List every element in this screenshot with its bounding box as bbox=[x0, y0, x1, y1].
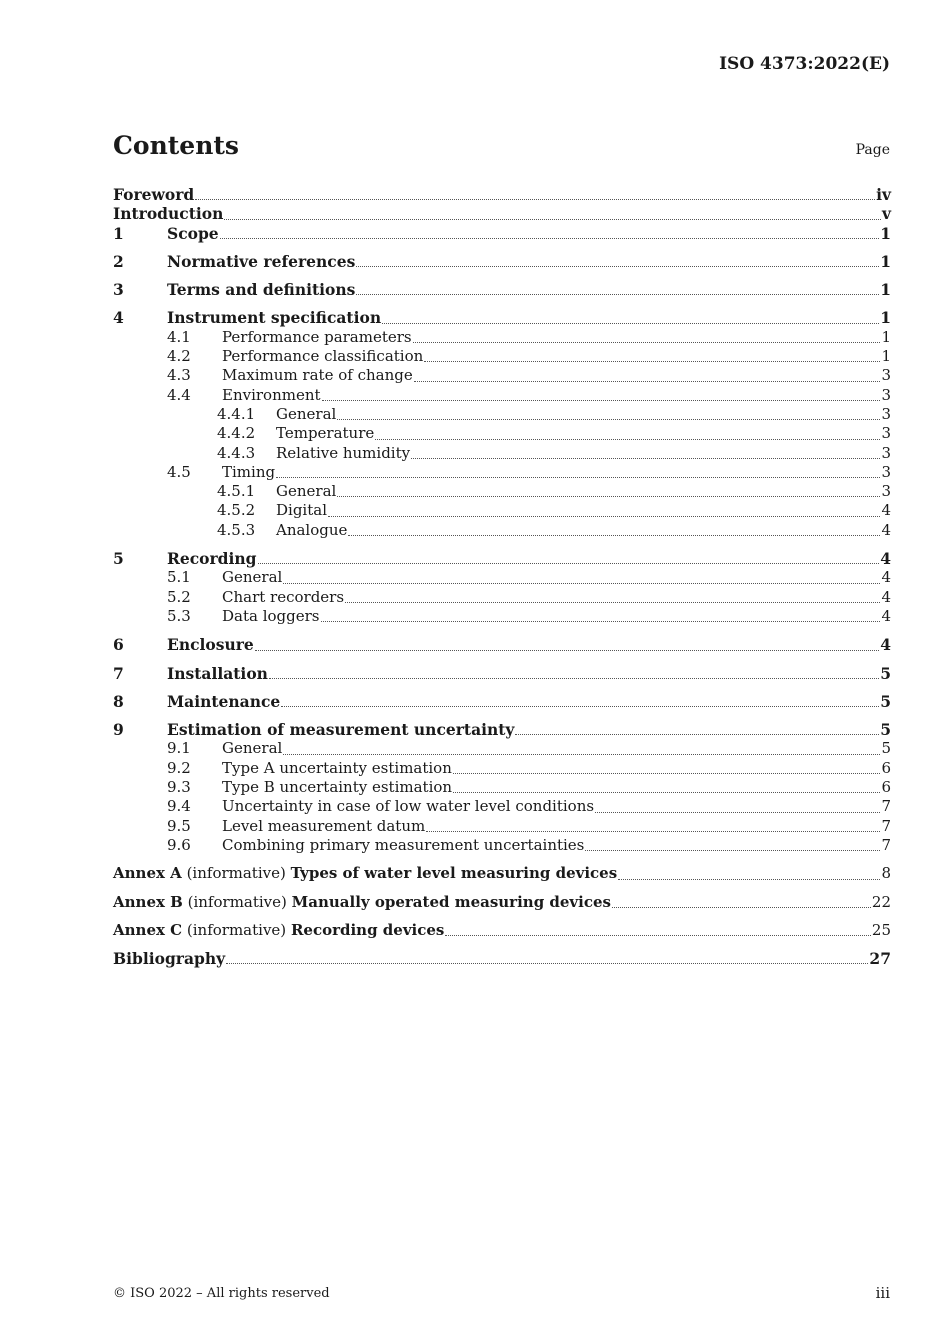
toc-entry-title bbox=[113, 864, 617, 883]
toc-entry-number: 9.6 bbox=[167, 835, 191, 854]
toc-entry-page: 4 bbox=[880, 549, 891, 569]
contents-heading: Contents bbox=[113, 131, 240, 160]
toc-entry-title: Installation bbox=[167, 663, 268, 683]
toc-entry[interactable] bbox=[113, 280, 891, 299]
toc-entry[interactable] bbox=[113, 921, 891, 940]
dot-leader bbox=[283, 753, 880, 755]
toc-entry-title: Uncertainty in case of low water level conditions bbox=[222, 797, 595, 816]
annex-label: Annex C bbox=[113, 920, 183, 939]
dot-leader bbox=[337, 495, 880, 497]
toc-entry-title: Estimation of measurement uncertainty bbox=[167, 720, 515, 740]
toc-entry[interactable] bbox=[113, 664, 891, 683]
dot-leader bbox=[337, 418, 880, 420]
toc-entry-page: 3 bbox=[881, 404, 891, 423]
toc-entry-page: 4 bbox=[881, 501, 891, 520]
dot-leader bbox=[375, 438, 880, 440]
dot-leader bbox=[195, 198, 875, 200]
dot-leader bbox=[414, 380, 881, 382]
toc-entry-page: 5 bbox=[880, 663, 891, 683]
toc-entry-title: Scope bbox=[167, 223, 219, 243]
annex-title: Recording devices bbox=[290, 920, 445, 939]
dot-leader bbox=[411, 457, 880, 459]
page-number: iii bbox=[875, 1284, 890, 1302]
toc-entry-page: 5 bbox=[881, 739, 891, 758]
toc-entry-title: Maintenance bbox=[167, 691, 281, 711]
toc-entry-number: 5.2 bbox=[167, 587, 191, 606]
page-column-label: Page bbox=[855, 142, 890, 158]
toc-entry-number: 4.5 bbox=[167, 462, 191, 481]
toc-entry-title: Terms and definitions bbox=[167, 280, 356, 300]
dot-leader bbox=[595, 811, 880, 813]
toc-entry[interactable] bbox=[113, 386, 891, 405]
dot-leader bbox=[269, 677, 879, 679]
toc-entry[interactable] bbox=[113, 405, 891, 424]
dot-leader bbox=[276, 476, 880, 478]
toc-entry-page: 1 bbox=[881, 327, 891, 346]
toc-entry-page: 3 bbox=[881, 424, 891, 443]
toc-entry-title: General bbox=[276, 482, 337, 501]
toc-entry-number: 9.4 bbox=[167, 797, 191, 816]
dot-leader bbox=[612, 906, 871, 908]
dot-leader bbox=[618, 878, 880, 880]
dot-leader bbox=[585, 849, 880, 851]
toc-entry-page: 4 bbox=[880, 635, 891, 655]
toc-entry-page: v bbox=[881, 204, 891, 224]
dot-leader bbox=[255, 649, 879, 651]
toc-entry[interactable] bbox=[113, 893, 891, 912]
toc-entry-number: 4.3 bbox=[167, 366, 191, 385]
toc-entry[interactable] bbox=[113, 366, 891, 385]
toc-entry-title bbox=[113, 921, 444, 940]
toc-entry-page: 6 bbox=[881, 778, 891, 797]
toc-entry-number: 2 bbox=[113, 251, 124, 271]
toc-entry-number: 9.3 bbox=[167, 778, 191, 797]
toc-entry[interactable] bbox=[113, 444, 891, 463]
toc-entry-number: 4.4 bbox=[167, 385, 191, 404]
toc-entry-title: Enclosure bbox=[167, 635, 254, 655]
toc-entry-number: 4.4.1 bbox=[217, 404, 256, 423]
toc-entry-number: 9.2 bbox=[167, 758, 191, 777]
toc-entry-number: 4.5.3 bbox=[217, 520, 256, 539]
annex-title: Types of water level measuring devices bbox=[290, 864, 618, 883]
toc-entry-page: 22 bbox=[871, 892, 891, 911]
dot-leader bbox=[453, 772, 881, 774]
toc-entry-page: 5 bbox=[880, 691, 891, 711]
annex-informative: (informative) bbox=[186, 864, 286, 883]
toc-entry[interactable] bbox=[113, 797, 891, 816]
toc-entry-title: Performance classification bbox=[222, 347, 424, 366]
toc-entry-page: 7 bbox=[881, 816, 891, 835]
toc-entry-number: 4.4.2 bbox=[217, 424, 256, 443]
toc-entry[interactable] bbox=[113, 482, 891, 501]
toc-entry-number: 4.4.3 bbox=[217, 443, 256, 462]
toc-entry-page: 3 bbox=[881, 443, 891, 462]
toc-entry-title: Analogue bbox=[276, 520, 348, 539]
toc-entry-title: Foreword bbox=[113, 185, 195, 204]
toc-entry[interactable] bbox=[113, 759, 891, 778]
toc-entry-title: Bibliography bbox=[113, 949, 226, 969]
toc-entry-title: General bbox=[276, 404, 337, 423]
toc-entry[interactable] bbox=[113, 836, 891, 855]
toc-entry[interactable] bbox=[113, 501, 891, 520]
annex-title: Manually operated measuring devices bbox=[291, 892, 611, 911]
toc-entry-title bbox=[113, 893, 611, 912]
dot-leader bbox=[226, 962, 868, 964]
toc-entry-title: Relative humidity bbox=[276, 443, 411, 462]
toc-entry[interactable] bbox=[113, 692, 891, 711]
toc-entry[interactable] bbox=[113, 328, 891, 347]
toc-entry-page: iv bbox=[876, 185, 891, 204]
dot-leader bbox=[426, 830, 880, 832]
toc-entry-page: 4 bbox=[881, 568, 891, 587]
toc-entry-title: Introduction bbox=[113, 204, 224, 224]
dot-leader bbox=[322, 399, 881, 401]
toc-entry[interactable] bbox=[113, 817, 891, 836]
toc-entry[interactable] bbox=[113, 347, 891, 366]
toc-entry-title: Type A uncertainty estimation bbox=[222, 758, 452, 777]
toc-entry-page: 4 bbox=[881, 587, 891, 606]
toc-entry-title: Environment bbox=[222, 385, 321, 404]
toc-entry[interactable] bbox=[113, 549, 891, 568]
toc-entry-title: Digital bbox=[276, 501, 327, 520]
toc-entry-number: 9.5 bbox=[167, 816, 191, 835]
toc-entry[interactable] bbox=[113, 635, 891, 654]
toc-entry-page: 8 bbox=[881, 864, 891, 883]
dot-leader bbox=[348, 534, 880, 536]
toc-entry-page: 27 bbox=[869, 949, 891, 969]
toc-entry[interactable] bbox=[113, 607, 891, 626]
dot-leader bbox=[283, 582, 880, 584]
toc-entry-title: Recording bbox=[167, 549, 257, 569]
dot-leader bbox=[356, 265, 879, 267]
toc-entry-page: 3 bbox=[881, 482, 891, 501]
toc-entry-number: 6 bbox=[113, 635, 124, 655]
annex-informative: (informative) bbox=[186, 920, 287, 939]
dot-leader bbox=[445, 934, 871, 936]
dot-leader bbox=[424, 360, 880, 362]
toc-entry[interactable] bbox=[113, 568, 891, 587]
annex-label: Annex A bbox=[113, 864, 182, 883]
toc-entry[interactable] bbox=[113, 739, 891, 758]
toc-entry-title: Timing bbox=[222, 462, 276, 481]
dot-leader bbox=[515, 733, 879, 735]
toc-entry[interactable] bbox=[113, 204, 891, 223]
toc-entry-title: Data loggers bbox=[222, 606, 320, 625]
toc-entry-number: 4 bbox=[113, 308, 124, 328]
toc-entry-title: Type B uncertainty estimation bbox=[222, 778, 453, 797]
document-id: ISO 4373:2022(E) bbox=[719, 54, 890, 74]
toc-entry[interactable] bbox=[113, 588, 891, 607]
toc-entry[interactable] bbox=[113, 252, 891, 271]
toc-entry-number: 9 bbox=[113, 720, 124, 740]
dot-leader bbox=[382, 322, 879, 324]
toc-entry-page: 7 bbox=[881, 835, 891, 854]
toc-entry-page: 3 bbox=[881, 462, 891, 481]
toc-entry-title: Combining primary measurement uncertainties bbox=[222, 835, 585, 854]
toc-entry-page: 1 bbox=[880, 251, 891, 271]
toc-entry-number: 1 bbox=[113, 223, 124, 243]
dot-leader bbox=[413, 341, 881, 343]
toc-entry-page: 1 bbox=[880, 308, 891, 328]
annex-label: Annex B bbox=[113, 892, 183, 911]
toc-entry-title: Normative references bbox=[167, 251, 356, 271]
toc-entry-title: General bbox=[222, 568, 283, 587]
dot-leader bbox=[345, 601, 880, 603]
toc-entry-title: General bbox=[222, 739, 283, 758]
toc-entry-number: 5.1 bbox=[167, 568, 191, 587]
dot-leader bbox=[321, 620, 881, 622]
toc-entry-page: 6 bbox=[881, 758, 891, 777]
toc-entry[interactable] bbox=[113, 224, 891, 243]
toc-entry[interactable] bbox=[113, 185, 891, 204]
toc-entry[interactable] bbox=[113, 949, 891, 968]
dot-leader bbox=[220, 237, 880, 239]
toc-entry-page: 1 bbox=[880, 280, 891, 300]
toc-entry-page: 25 bbox=[871, 920, 891, 939]
toc-entry[interactable] bbox=[113, 778, 891, 797]
toc-entry-page: 4 bbox=[881, 520, 891, 539]
toc-entry[interactable] bbox=[113, 864, 891, 883]
toc-entry-page: 1 bbox=[880, 223, 891, 243]
copyright-notice: © ISO 2022 – All rights reserved bbox=[113, 1286, 330, 1301]
toc-entry-page: 3 bbox=[881, 385, 891, 404]
toc-entry-number: 5.3 bbox=[167, 606, 191, 625]
toc-entry-number: 9.1 bbox=[167, 739, 191, 758]
toc-entry[interactable] bbox=[113, 720, 891, 739]
toc-entry-number: 4.5.2 bbox=[217, 501, 256, 520]
toc-entry[interactable] bbox=[113, 424, 891, 443]
toc-entry[interactable] bbox=[113, 463, 891, 482]
toc-entry-title: Performance parameters bbox=[222, 327, 412, 346]
toc-entry-page: 4 bbox=[881, 606, 891, 625]
toc-entry[interactable] bbox=[113, 521, 891, 540]
toc-entry-page: 7 bbox=[881, 797, 891, 816]
dot-leader bbox=[281, 705, 879, 707]
dot-leader bbox=[328, 515, 880, 517]
toc-entry[interactable] bbox=[113, 308, 891, 327]
toc-entry-title: Chart recorders bbox=[222, 587, 345, 606]
toc-entry-title: Maximum rate of change bbox=[222, 366, 413, 385]
toc-entry-title: Temperature bbox=[276, 424, 375, 443]
toc-entry-number: 7 bbox=[113, 663, 124, 683]
toc-entry-number: 4.2 bbox=[167, 347, 191, 366]
dot-leader bbox=[356, 293, 879, 295]
dot-leader bbox=[224, 218, 881, 220]
annex-informative: (informative) bbox=[187, 892, 287, 911]
toc-entry-number: 4.1 bbox=[167, 327, 191, 346]
dot-leader bbox=[453, 791, 880, 793]
toc-entry-title: Instrument specification bbox=[167, 308, 382, 328]
toc-entry-page: 3 bbox=[881, 366, 891, 385]
toc-entry-number: 4.5.1 bbox=[217, 482, 256, 501]
toc-entry-page: 1 bbox=[881, 347, 891, 366]
dot-leader bbox=[258, 562, 880, 564]
toc-entry-number: 3 bbox=[113, 280, 124, 300]
toc-entry-number: 8 bbox=[113, 691, 124, 711]
table-of-contents bbox=[113, 185, 891, 968]
toc-entry-title: Level measurement datum bbox=[222, 816, 426, 835]
toc-entry-page: 5 bbox=[880, 720, 891, 740]
toc-entry-number: 5 bbox=[113, 549, 124, 569]
